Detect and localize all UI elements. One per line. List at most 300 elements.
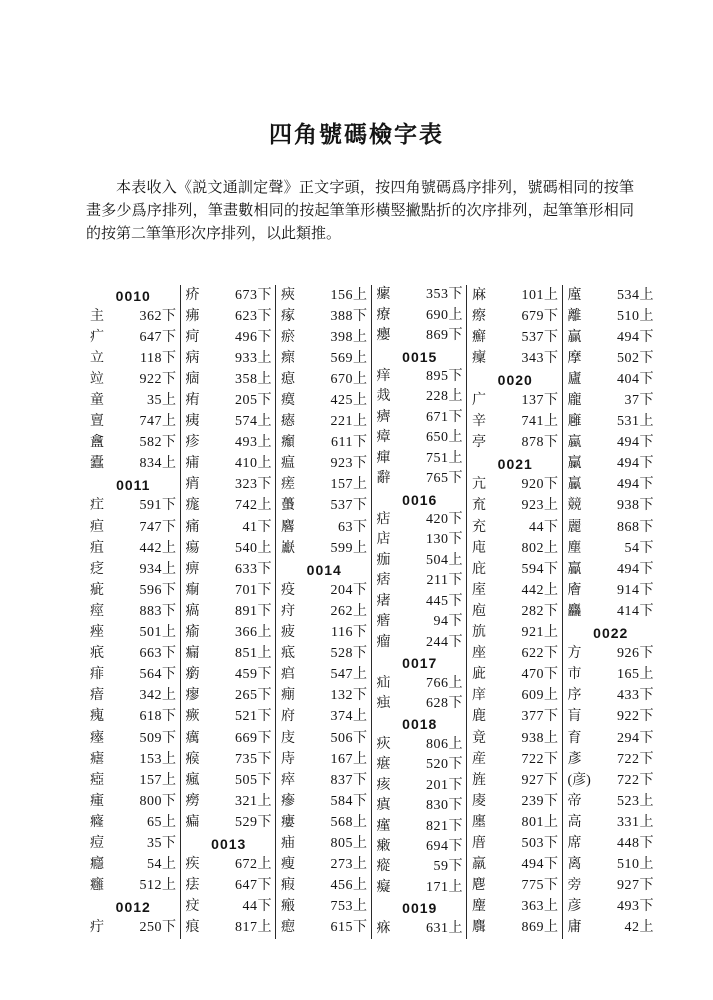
index-entry-row bbox=[186, 496, 273, 517]
entry-character: 瘼 bbox=[281, 393, 295, 409]
entry-character: 烖 bbox=[376, 389, 391, 405]
entry-character: 瘢 bbox=[281, 899, 295, 915]
index-entry-row bbox=[90, 327, 177, 348]
index-entry-row bbox=[186, 412, 273, 433]
entry-page-ref: 204下 bbox=[330, 582, 368, 598]
entry-page-ref: 116下 bbox=[331, 625, 368, 641]
entry-page-ref: 343下 bbox=[521, 350, 559, 366]
entry-page-ref: 414下 bbox=[617, 603, 654, 619]
entry-character: 瘖 bbox=[90, 688, 104, 704]
entry-page-ref: 153上 bbox=[139, 751, 177, 767]
entry-character: 瘞 bbox=[90, 730, 104, 746]
index-entry-row bbox=[186, 665, 273, 686]
entry-character: 庱 bbox=[472, 793, 486, 809]
entry-character: 㾜 bbox=[281, 287, 295, 303]
entry-page-ref: 54上 bbox=[147, 857, 177, 873]
entry-page-ref: 883下 bbox=[139, 603, 177, 619]
entry-character: 鸁 bbox=[567, 561, 582, 577]
entry-page-ref: 353下 bbox=[426, 287, 463, 303]
entry-character: 瘏 bbox=[376, 593, 391, 609]
table-column-3 bbox=[275, 285, 371, 939]
entry-character: 疾 bbox=[185, 857, 200, 873]
index-entry-row bbox=[281, 897, 368, 918]
entry-character: 瘑 bbox=[185, 603, 200, 619]
index-entry-row bbox=[90, 348, 177, 369]
entry-page-ref: 494下 bbox=[617, 329, 654, 345]
index-entry-row bbox=[186, 369, 273, 390]
index-entry-row bbox=[281, 791, 368, 812]
entry-character: 疢 bbox=[376, 736, 391, 752]
index-entry-row bbox=[186, 791, 273, 812]
entry-character: 瘒 bbox=[376, 450, 391, 466]
entry-character: (彦) bbox=[567, 772, 591, 788]
index-entry-row bbox=[377, 878, 464, 898]
entry-page-ref: 294下 bbox=[617, 730, 654, 746]
entry-character: 癡 bbox=[376, 879, 391, 895]
entry-character: 疵 bbox=[90, 582, 104, 598]
entry-page-ref: 775下 bbox=[521, 878, 559, 894]
section-code-header: 0013 bbox=[211, 835, 247, 852]
index-entry-row bbox=[186, 707, 273, 728]
index-entry-row bbox=[90, 412, 177, 433]
entry-character: 瘃 bbox=[281, 308, 295, 324]
index-entry-row bbox=[281, 454, 368, 475]
index-entry-row bbox=[568, 812, 655, 833]
entry-page-ref: 663下 bbox=[139, 646, 177, 662]
index-entry-row bbox=[281, 412, 368, 433]
index-entry-row bbox=[472, 517, 559, 538]
index-entry-row bbox=[472, 559, 559, 580]
entry-page-ref: 132下 bbox=[330, 688, 368, 704]
index-entry-row bbox=[377, 735, 464, 755]
entry-page-ref: 868下 bbox=[617, 519, 654, 535]
index-entry-row bbox=[90, 791, 177, 812]
index-entry-row bbox=[281, 538, 368, 559]
entry-page-ref: 891下 bbox=[235, 603, 272, 619]
section-code-header: 0012 bbox=[115, 899, 151, 916]
index-entry-row bbox=[186, 623, 273, 644]
index-entry-row bbox=[186, 327, 273, 348]
entry-page-ref: 520下 bbox=[426, 757, 463, 773]
entry-page-ref: 59下 bbox=[433, 859, 463, 875]
index-entry-row bbox=[472, 855, 559, 876]
entry-character: 瘻 bbox=[281, 814, 295, 830]
index-entry-row bbox=[568, 306, 655, 327]
entry-character: 痭 bbox=[281, 688, 295, 704]
index-entry-row bbox=[186, 390, 273, 411]
index-entry-row bbox=[90, 433, 177, 454]
entry-page-ref: 672上 bbox=[235, 857, 272, 873]
entry-character: 痞 bbox=[376, 573, 391, 589]
entry-page-ref: 420下 bbox=[426, 512, 463, 528]
index-entry-row bbox=[568, 580, 655, 601]
entry-character: 彦 bbox=[567, 899, 582, 915]
entry-page-ref: 157上 bbox=[139, 772, 177, 788]
index-entry-row bbox=[90, 623, 177, 644]
entry-page-ref: 504上 bbox=[426, 552, 463, 568]
entry-character: 瘂 bbox=[90, 772, 104, 788]
index-entry-row bbox=[377, 367, 464, 387]
entry-page-ref: 753上 bbox=[330, 899, 368, 915]
entry-character: 離 bbox=[567, 308, 582, 324]
entry-character: 痛 bbox=[185, 519, 200, 535]
entry-page-ref: 211下 bbox=[426, 573, 463, 589]
entry-character: 育 bbox=[567, 730, 582, 746]
index-entry-row bbox=[377, 510, 464, 530]
section-code-header: 0020 bbox=[497, 371, 533, 388]
entry-character: 辛 bbox=[472, 414, 486, 430]
index-entry-row bbox=[568, 433, 655, 454]
entry-character: 瘟 bbox=[281, 456, 295, 472]
entry-page-ref: 494下 bbox=[617, 477, 654, 493]
entry-page-ref: 531上 bbox=[617, 414, 654, 430]
entry-page-ref: 442上 bbox=[521, 582, 559, 598]
entry-character: 瘲 bbox=[376, 859, 391, 875]
entry-page-ref: 425上 bbox=[330, 393, 368, 409]
index-entry-row bbox=[281, 327, 368, 348]
entry-page-ref: 494下 bbox=[617, 456, 654, 472]
table-column-1 bbox=[85, 285, 180, 939]
index-entry-row bbox=[377, 285, 464, 305]
index-entry-row bbox=[281, 517, 368, 538]
entry-character: 瘧 bbox=[90, 751, 104, 767]
entry-page-ref: 265下 bbox=[235, 688, 272, 704]
index-entry-row bbox=[186, 306, 273, 327]
index-entry-row bbox=[377, 612, 464, 632]
entry-page-ref: 802上 bbox=[521, 540, 559, 556]
index-entry-row bbox=[90, 686, 177, 707]
entry-character: 疽 bbox=[90, 540, 104, 556]
entry-page-ref: 244下 bbox=[426, 634, 463, 650]
entry-page-ref: 510上 bbox=[617, 857, 654, 873]
entry-character: 廑 bbox=[567, 287, 582, 303]
entry-character: 痒 bbox=[376, 368, 391, 384]
entry-page-ref: 805上 bbox=[330, 835, 368, 851]
entry-page-ref: 895下 bbox=[426, 368, 463, 384]
index-entry-row bbox=[568, 496, 655, 517]
entry-character: 瘮 bbox=[281, 793, 295, 809]
index-entry-row bbox=[90, 770, 177, 791]
index-entry-row bbox=[472, 897, 559, 918]
entry-page-ref: 591下 bbox=[139, 498, 177, 514]
entry-page-ref: 44下 bbox=[242, 899, 272, 915]
entry-page-ref: 722下 bbox=[617, 751, 654, 767]
index-entry-row bbox=[472, 770, 559, 791]
entry-page-ref: 927下 bbox=[521, 772, 559, 788]
entry-page-ref: 157上 bbox=[330, 477, 368, 493]
entry-character: 庉 bbox=[472, 540, 486, 556]
entry-character: 瘽 bbox=[376, 818, 391, 834]
entry-page-ref: 41下 bbox=[242, 519, 272, 535]
entry-page-ref: 923上 bbox=[521, 498, 559, 514]
entry-character: 庸 bbox=[567, 920, 582, 936]
index-entry-row bbox=[90, 665, 177, 686]
entry-character: 㽴 bbox=[185, 899, 200, 915]
entry-character: 庋 bbox=[281, 730, 295, 746]
index-entry-row bbox=[472, 538, 559, 559]
index-entry-row bbox=[90, 306, 177, 327]
index-entry-row bbox=[90, 601, 177, 622]
entry-character: 庇 bbox=[472, 561, 486, 577]
entry-page-ref: 537下 bbox=[521, 329, 559, 345]
entry-character: 瘴 bbox=[376, 430, 391, 446]
entry-page-ref: 673下 bbox=[235, 287, 272, 303]
index-entry-row bbox=[568, 369, 655, 390]
entry-page-ref: 851上 bbox=[235, 646, 272, 662]
index-entry-row bbox=[186, 475, 273, 496]
entry-character: 鹿 bbox=[472, 709, 486, 725]
intro-paragraph: 本表收入《説文通訓定聲》正文字頭，按四角號碼爲序排列，號碼相同的按筆畫多少爲序排列，筆畫數相同的按起筆筆形橫竪撇點折的次序排列，起筆筆形相同的按第二筆筆形次序排列，以此類推。 bbox=[86, 180, 634, 242]
entry-page-ref: 398上 bbox=[330, 329, 368, 345]
entry-page-ref: 766上 bbox=[426, 675, 463, 691]
index-entry-row bbox=[568, 749, 655, 770]
index-entry-row bbox=[377, 592, 464, 612]
entry-page-ref: 735下 bbox=[235, 751, 272, 767]
entry-character: 麔 bbox=[281, 519, 295, 535]
index-entry-row bbox=[281, 390, 368, 411]
index-entry-row bbox=[472, 728, 559, 749]
entry-character: 瘝 bbox=[281, 350, 295, 366]
entry-character: 蠹 bbox=[90, 456, 104, 472]
index-entry-row bbox=[472, 918, 559, 939]
entry-page-ref: 568上 bbox=[330, 814, 368, 830]
index-entry-row bbox=[186, 601, 273, 622]
index-entry-row bbox=[568, 707, 655, 728]
entry-page-ref: 366上 bbox=[235, 625, 272, 641]
entry-page-ref: 938下 bbox=[617, 498, 654, 514]
entry-page-ref: 35上 bbox=[147, 393, 177, 409]
entry-character: 疸 bbox=[90, 519, 104, 535]
entry-page-ref: 922下 bbox=[617, 709, 654, 725]
entry-page-ref: 35下 bbox=[147, 835, 177, 851]
entry-page-ref: 534上 bbox=[617, 287, 654, 303]
entry-character: 龐 bbox=[567, 393, 582, 409]
index-entry-row bbox=[90, 369, 177, 390]
index-entry-row bbox=[568, 728, 655, 749]
entry-page-ref: 42上 bbox=[624, 920, 654, 936]
index-entry-row bbox=[186, 433, 273, 454]
entry-page-ref: 722下 bbox=[617, 772, 654, 788]
index-entry-row bbox=[568, 918, 655, 939]
entry-character: 競 bbox=[567, 498, 582, 514]
entry-character: 瘥 bbox=[281, 477, 295, 493]
index-entry-row bbox=[90, 812, 177, 833]
entry-character: 庠 bbox=[472, 688, 486, 704]
entry-page-ref: 914下 bbox=[617, 582, 654, 598]
index-entry-row bbox=[90, 580, 177, 601]
entry-page-ref: 433下 bbox=[617, 688, 654, 704]
entry-character: 痟 bbox=[185, 477, 200, 493]
index-entry-row bbox=[186, 728, 273, 749]
entry-character: 痘 bbox=[90, 835, 104, 851]
entry-character: 麀 bbox=[472, 878, 486, 894]
index-entry-row bbox=[90, 855, 177, 876]
entry-page-ref: 363上 bbox=[521, 899, 559, 915]
entry-page-ref: 510上 bbox=[617, 308, 654, 324]
entry-page-ref: 650上 bbox=[426, 430, 463, 446]
entry-page-ref: 506下 bbox=[330, 730, 368, 746]
entry-page-ref: 537下 bbox=[330, 498, 368, 514]
index-entry-row bbox=[472, 433, 559, 454]
entry-character: 疫 bbox=[281, 582, 295, 598]
index-entry-row bbox=[472, 327, 559, 348]
entry-character: 瘇 bbox=[90, 793, 104, 809]
entry-page-ref: 494下 bbox=[617, 435, 654, 451]
entry-page-ref: 374上 bbox=[330, 709, 368, 725]
entry-character: 瘦 bbox=[281, 857, 295, 873]
index-entry-row bbox=[472, 791, 559, 812]
entry-character: 癛 bbox=[472, 350, 486, 366]
entry-character: 麗 bbox=[567, 519, 582, 535]
entry-character: 癃 bbox=[90, 814, 104, 830]
index-entry-row bbox=[377, 796, 464, 816]
entry-character: 立 bbox=[90, 350, 104, 366]
entry-page-ref: 167上 bbox=[330, 751, 368, 767]
entry-character: 痡 bbox=[185, 456, 200, 472]
entry-page-ref: 690上 bbox=[426, 307, 463, 323]
entry-page-ref: 609上 bbox=[521, 688, 559, 704]
entry-character: 瘨 bbox=[376, 798, 391, 814]
index-entry-row bbox=[472, 601, 559, 622]
section-code-header: 0015 bbox=[402, 348, 438, 365]
entry-page-ref: 679下 bbox=[521, 308, 559, 324]
entry-character: 疘 bbox=[90, 498, 104, 514]
entry-page-ref: 800下 bbox=[139, 793, 177, 809]
entry-page-ref: 101上 bbox=[521, 287, 559, 303]
entry-character: 市 bbox=[567, 667, 582, 683]
index-entry-row bbox=[186, 559, 273, 580]
entry-page-ref: 496下 bbox=[235, 329, 272, 345]
entry-page-ref: 920下 bbox=[521, 477, 559, 493]
entry-character: 府 bbox=[281, 709, 295, 725]
entry-page-ref: 262上 bbox=[330, 603, 368, 619]
entry-character: 瘰 bbox=[376, 287, 391, 303]
section-code-header: 0018 bbox=[402, 716, 438, 733]
entry-character: 臝 bbox=[567, 456, 582, 472]
entry-page-ref: 594下 bbox=[521, 561, 559, 577]
entry-page-ref: 765下 bbox=[426, 471, 463, 487]
index-entry-row bbox=[568, 327, 655, 348]
entry-page-ref: 926下 bbox=[617, 646, 654, 662]
entry-character: 疔 bbox=[90, 920, 104, 936]
index-entry-row bbox=[472, 390, 559, 411]
entry-character: 广 bbox=[472, 393, 486, 409]
table-column-4 bbox=[371, 285, 467, 939]
entry-page-ref: 623下 bbox=[235, 308, 272, 324]
index-entry-row bbox=[377, 632, 464, 652]
entry-character: 廱 bbox=[567, 414, 582, 430]
entry-page-ref: 201下 bbox=[426, 777, 463, 793]
entry-character: 离 bbox=[567, 857, 582, 873]
index-entry-row bbox=[186, 454, 273, 475]
entry-page-ref: 502下 bbox=[617, 350, 654, 366]
entry-character: 疺 bbox=[90, 561, 104, 577]
index-entry-row bbox=[472, 665, 559, 686]
index-entry-row bbox=[90, 559, 177, 580]
entry-character: 癆 bbox=[185, 793, 200, 809]
entry-page-ref: 362下 bbox=[139, 308, 177, 324]
entry-character: 癰 bbox=[90, 878, 104, 894]
entry-page-ref: 821下 bbox=[426, 818, 463, 834]
entry-character: 亶 bbox=[90, 414, 104, 430]
entry-character: 痋 bbox=[376, 695, 391, 711]
index-entry-row bbox=[377, 305, 464, 325]
index-entry-row bbox=[472, 412, 559, 433]
index-entry-row bbox=[472, 285, 559, 306]
index-entry-row bbox=[186, 876, 273, 897]
entry-page-ref: 456上 bbox=[330, 878, 368, 894]
index-entry-row bbox=[281, 770, 368, 791]
entry-page-ref: 331上 bbox=[617, 814, 654, 830]
entry-character: 瘎 bbox=[376, 757, 391, 773]
index-entry-row bbox=[568, 876, 655, 897]
index-entry-row bbox=[568, 285, 655, 306]
entry-character: 痹 bbox=[185, 561, 200, 577]
entry-character: 瘛 bbox=[281, 920, 295, 936]
section-code-header: 0011 bbox=[116, 477, 151, 494]
entry-character: 瘜 bbox=[281, 371, 295, 387]
index-entry-row bbox=[377, 694, 464, 714]
index-entry-row bbox=[90, 538, 177, 559]
entry-page-ref: 156上 bbox=[330, 287, 368, 303]
entry-page-ref: 521下 bbox=[235, 709, 272, 725]
index-entry-row bbox=[472, 812, 559, 833]
entry-page-ref: 342上 bbox=[139, 688, 177, 704]
index-entry-row bbox=[90, 517, 177, 538]
index-entry-row bbox=[281, 623, 368, 644]
entry-page-ref: 94下 bbox=[433, 614, 463, 630]
index-entry-row bbox=[90, 728, 177, 749]
entry-character: 庤 bbox=[281, 751, 295, 767]
index-entry-row bbox=[377, 387, 464, 407]
index-entry-row bbox=[186, 812, 273, 833]
index-entry-row bbox=[472, 707, 559, 728]
entry-character: 㿗 bbox=[281, 435, 295, 451]
entry-page-ref: 921上 bbox=[521, 625, 559, 641]
index-entry-row bbox=[568, 454, 655, 475]
section-code-header: 0014 bbox=[306, 561, 342, 578]
entry-page-ref: 44下 bbox=[529, 519, 559, 535]
index-entry-row bbox=[568, 791, 655, 812]
index-entry-row bbox=[90, 644, 177, 665]
entry-page-ref: 137下 bbox=[521, 393, 559, 409]
entry-character: 㾄 bbox=[281, 835, 295, 851]
entry-page-ref: 878下 bbox=[521, 435, 559, 451]
index-entry-row bbox=[568, 665, 655, 686]
entry-page-ref: 358上 bbox=[235, 371, 272, 387]
index-entry-row bbox=[568, 348, 655, 369]
index-entry-row bbox=[568, 390, 655, 411]
index-entry-row bbox=[186, 517, 273, 538]
entry-character: 療 bbox=[376, 307, 391, 323]
entry-character: 疴 bbox=[185, 329, 200, 345]
entry-character: 盫 bbox=[90, 435, 104, 451]
entry-page-ref: 171上 bbox=[426, 879, 463, 895]
index-entry-row bbox=[377, 449, 464, 469]
entry-page-ref: 618下 bbox=[139, 709, 177, 725]
entry-page-ref: 671下 bbox=[426, 409, 463, 425]
entry-page-ref: 512上 bbox=[139, 878, 177, 894]
entry-page-ref: 165上 bbox=[617, 667, 654, 683]
index-entry-row bbox=[377, 755, 464, 775]
entry-page-ref: 470下 bbox=[521, 667, 559, 683]
entry-character: 竟 bbox=[472, 730, 486, 746]
entry-page-ref: 747上 bbox=[139, 414, 177, 430]
entry-page-ref: 801上 bbox=[521, 814, 559, 830]
entry-page-ref: 742上 bbox=[235, 498, 272, 514]
index-entry-row bbox=[472, 686, 559, 707]
index-entry-row bbox=[472, 644, 559, 665]
